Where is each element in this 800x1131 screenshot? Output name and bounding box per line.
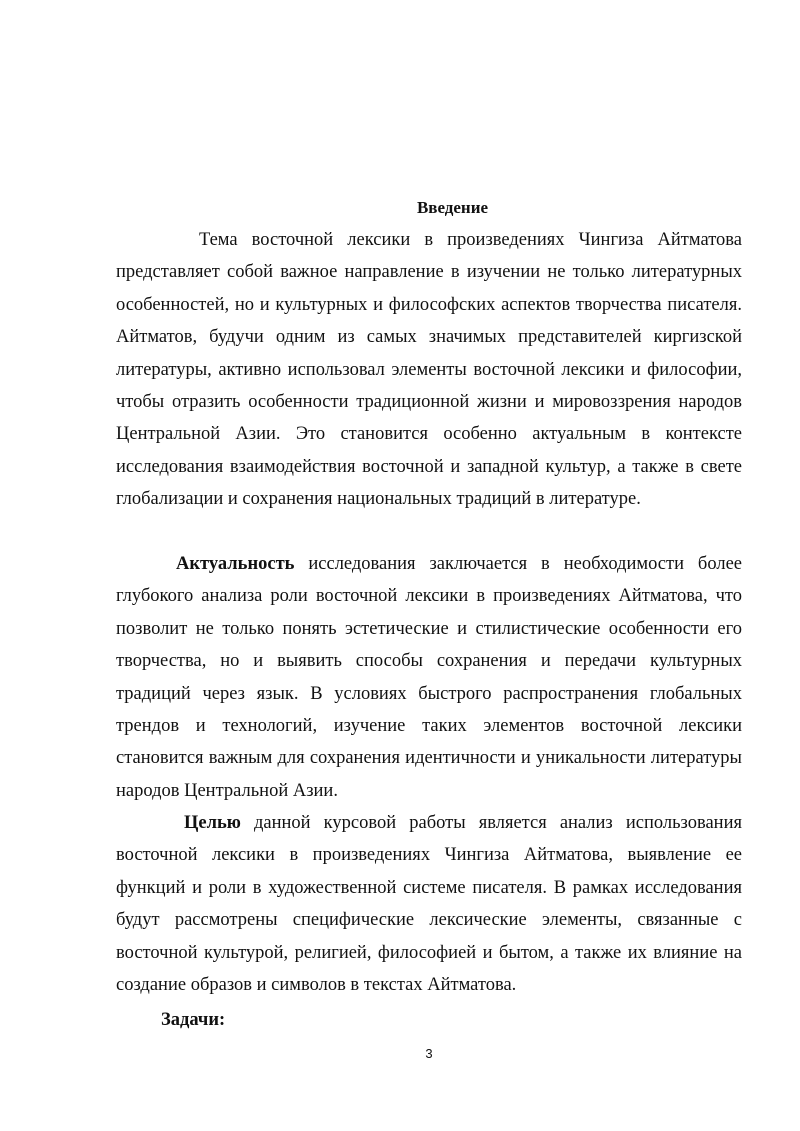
goal-paragraph (116, 807, 742, 1001)
goal-term: Целью (184, 813, 241, 833)
tasks-heading: Задачи: (161, 1010, 226, 1030)
introduction-paragraph: Тема восточной лексики в произведениях Чингиза Айтматова представляет собой важное направление в изучении не только литературных особенностей, но и культурных и философских аспектов творчества писателя. Айтматов, будучи одним из самых значимых представителей киргизской литературы, активно использовал элементы восточной лексики и философии, чтобы отразить особенности традиционной жизни и мировоззрения народов Центральной Азии. Это становится особенно актуальным в контексте исследования взаимодействия восточной и западной культур, а также в свете глобализации и сохранения национальных традиций в литературе. (116, 230, 742, 510)
relevance-term: Актуальность (176, 554, 295, 574)
page-number: 3 (425, 1046, 433, 1061)
goal-text: данной курсовой работы является анализ использования восточной лексики в произведениях Чингиза Айтматова, выявление ее функций и роли в художественной системе писателя. В рамках исследования будут рассмотрены специфические лексические элементы, связанные с восточной культурой, религией, философией и бытом, а также их влияние на создание образов и символов в текстах Айтматова. (116, 813, 742, 996)
section-heading: Введение (416, 198, 489, 217)
relevance-paragraph (116, 548, 742, 807)
relevance-text: исследования заключается в необходимости более глубокого анализа роли восточной лексики в произведениях Айтматова, что позволит не только понять эстетические и стилистические особенности его творчества, но и выявить способы сохранения и передачи культурных традиций через язык. В условиях быстрого распространения глобальных трендов и технологий, изучение таких элементов восточной лексики становится важным для сохранения идентичности и уникальности литературы народов Центральной Азии. (116, 554, 742, 801)
